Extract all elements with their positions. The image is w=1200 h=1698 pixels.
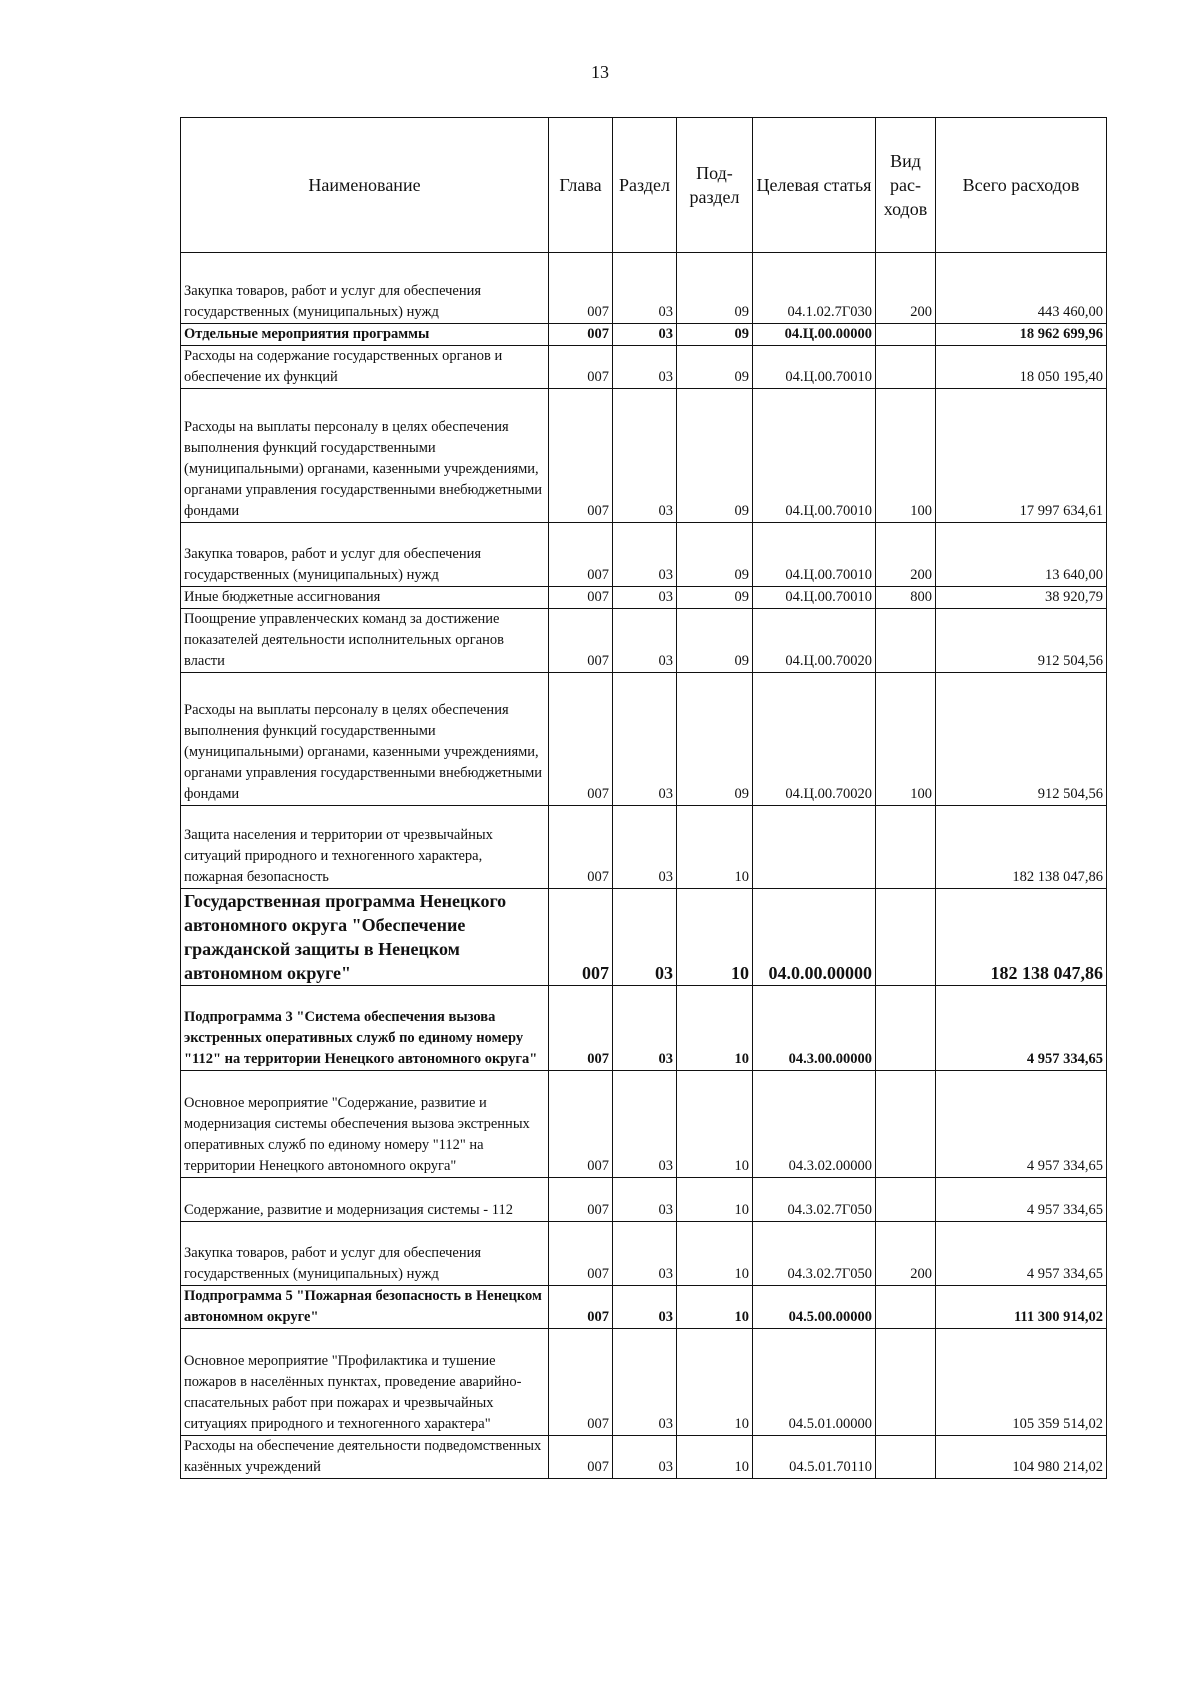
row-vid	[876, 324, 936, 346]
table-row	[181, 986, 1107, 1071]
row-total: 182 138 047,86	[936, 806, 1107, 889]
row-podrazdel: 10	[677, 1178, 753, 1222]
row-razdel: 03	[613, 389, 677, 523]
row-vid: 100	[876, 389, 936, 523]
row-statya: 04.Ц.00.70010	[753, 389, 876, 523]
row-statya: 04.Ц.00.70020	[753, 609, 876, 673]
row-statya: 04.Ц.00.70010	[753, 523, 876, 587]
row-vid: 200	[876, 253, 936, 324]
row-statya: 04.5.01.70110	[753, 1436, 876, 1479]
row-glava: 007	[549, 324, 613, 346]
row-glava: 007	[549, 806, 613, 889]
row-vid	[876, 986, 936, 1071]
row-podrazdel: 09	[677, 389, 753, 523]
row-podrazdel: 09	[677, 523, 753, 587]
row-podrazdel: 09	[677, 346, 753, 389]
table-row	[181, 523, 1107, 587]
row-total: 18 050 195,40	[936, 346, 1107, 389]
row-razdel: 03	[613, 523, 677, 587]
row-glava: 007	[549, 1222, 613, 1286]
row-name: Содержание, развитие и модернизация системы - 112	[181, 1178, 549, 1222]
row-statya: 04.5.00.00000	[753, 1286, 876, 1329]
row-glava: 007	[549, 1436, 613, 1479]
table-row	[181, 1329, 1107, 1436]
row-glava: 007	[549, 253, 613, 324]
header-vid: Вид рас-ходов	[876, 118, 936, 253]
row-statya: 04.3.02.7Г050	[753, 1222, 876, 1286]
row-name: Расходы на выплаты персоналу в целях обеспечения выполнения функций государственными (муниципальными) органами, казенными учреждениями, органами управления государственными внебюджетными фондами	[181, 673, 549, 806]
row-statya: 04.3.02.7Г050	[753, 1178, 876, 1222]
row-name: Поощрение управленческих команд за достижение показателей деятельности исполнительных органов власти	[181, 609, 549, 673]
row-name: Расходы на выплаты персоналу в целях обеспечения выполнения функций государственными (муниципальными) органами, казенными учреждениями, органами управления государственными внебюджетными фондами	[181, 389, 549, 523]
row-vid	[876, 1436, 936, 1479]
row-vid	[876, 1178, 936, 1222]
row-glava: 007	[549, 587, 613, 609]
row-podrazdel: 09	[677, 673, 753, 806]
row-statya: 04.Ц.00.70010	[753, 587, 876, 609]
row-glava: 007	[549, 523, 613, 587]
table-row	[181, 609, 1107, 673]
row-glava: 007	[549, 673, 613, 806]
row-glava: 007	[549, 1071, 613, 1178]
row-total: 443 460,00	[936, 253, 1107, 324]
row-glava: 007	[549, 346, 613, 389]
row-name: Закупка товаров, работ и услуг для обеспечения государственных (муниципальных) нужд	[181, 1222, 549, 1286]
row-podrazdel: 09	[677, 609, 753, 673]
header-glava: Глава	[549, 118, 613, 253]
row-name: Основное мероприятие "Содержание, развитие и модернизация системы обеспечения вызова экстренных оперативных служб по единому номеру "112" на территории Ненецкого автономного округа"	[181, 1071, 549, 1178]
row-podrazdel: 10	[677, 889, 753, 986]
row-name: Государственная программа Ненецкого автономного округа "Обеспечение гражданской защиты в Ненецком автономном округе"	[181, 889, 549, 986]
table-row	[181, 1436, 1107, 1479]
row-podrazdel: 09	[677, 253, 753, 324]
row-name: Расходы на обеспечение деятельности подведомственных казённых учреждений	[181, 1436, 549, 1479]
row-glava: 007	[549, 609, 613, 673]
row-glava: 007	[549, 1286, 613, 1329]
row-vid	[876, 1286, 936, 1329]
page-number: 13	[591, 62, 609, 82]
row-podrazdel: 10	[677, 1329, 753, 1436]
row-statya: 04.5.01.00000	[753, 1329, 876, 1436]
table-row	[181, 346, 1107, 389]
row-vid: 800	[876, 587, 936, 609]
row-podrazdel: 10	[677, 1286, 753, 1329]
row-vid	[876, 1071, 936, 1178]
row-razdel: 03	[613, 806, 677, 889]
table-row	[181, 1071, 1107, 1178]
row-podrazdel: 10	[677, 1222, 753, 1286]
header-podrazdel: Под-раздел	[677, 118, 753, 253]
row-name: Отдельные мероприятия программы	[181, 324, 549, 346]
row-total: 182 138 047,86	[936, 889, 1107, 986]
row-total: 13 640,00	[936, 523, 1107, 587]
row-name: Подпрограмма 5 "Пожарная безопасность в Ненецком автономном округе"	[181, 1286, 549, 1329]
table-row	[181, 1286, 1107, 1329]
header-razdel: Раздел	[613, 118, 677, 253]
row-podrazdel: 10	[677, 806, 753, 889]
row-total: 111 300 914,02	[936, 1286, 1107, 1329]
row-statya	[753, 806, 876, 889]
header-total: Всего расходов	[936, 118, 1107, 253]
table-row	[181, 1222, 1107, 1286]
row-vid: 200	[876, 1222, 936, 1286]
row-razdel: 03	[613, 324, 677, 346]
row-glava: 007	[549, 1178, 613, 1222]
row-razdel: 03	[613, 346, 677, 389]
row-glava: 007	[549, 986, 613, 1071]
row-razdel: 03	[613, 1329, 677, 1436]
row-total: 912 504,56	[936, 673, 1107, 806]
row-vid	[876, 889, 936, 986]
row-vid: 100	[876, 673, 936, 806]
row-total: 4 957 334,65	[936, 1222, 1107, 1286]
row-statya: 04.Ц.00.70010	[753, 346, 876, 389]
budget-table	[180, 117, 1107, 1479]
row-podrazdel: 09	[677, 587, 753, 609]
header-name: Наименование	[181, 118, 549, 253]
row-podrazdel: 10	[677, 1071, 753, 1178]
header-statya: Целевая статья	[753, 118, 876, 253]
row-razdel: 03	[613, 609, 677, 673]
row-razdel: 03	[613, 986, 677, 1071]
row-total: 4 957 334,65	[936, 986, 1107, 1071]
row-razdel: 03	[613, 253, 677, 324]
row-vid	[876, 346, 936, 389]
table-row	[181, 806, 1107, 889]
table-row	[181, 253, 1107, 324]
row-glava: 007	[549, 889, 613, 986]
row-name: Расходы на содержание государственных органов и обеспечение их функций	[181, 346, 549, 389]
table-row	[181, 324, 1107, 346]
row-total: 105 359 514,02	[936, 1329, 1107, 1436]
row-total: 4 957 334,65	[936, 1178, 1107, 1222]
row-total: 912 504,56	[936, 609, 1107, 673]
row-statya: 04.Ц.00.00000	[753, 324, 876, 346]
row-statya: 04.0.00.00000	[753, 889, 876, 986]
row-name: Основное мероприятие "Профилактика и тушение пожаров в населённых пунктах, проведение аварийно-спасательных работ при пожарах и чрезвычайных ситуациях природного и техногенного характера"	[181, 1329, 549, 1436]
row-name: Подпрограмма 3 "Система обеспечения вызова экстренных оперативных служб по единому номеру "112" на территории Ненецкого автономного округа"	[181, 986, 549, 1071]
row-statya: 04.3.02.00000	[753, 1071, 876, 1178]
row-name: Иные бюджетные ассигнования	[181, 587, 549, 609]
row-name: Защита населения и территории от чрезвычайных ситуаций природного и техногенного характера, пожарная безопасность	[181, 806, 549, 889]
row-glava: 007	[549, 389, 613, 523]
table-header-row	[181, 118, 1107, 253]
row-glava: 007	[549, 1329, 613, 1436]
row-statya: 04.1.02.7Г030	[753, 253, 876, 324]
row-vid: 200	[876, 523, 936, 587]
row-total: 38 920,79	[936, 587, 1107, 609]
table-row	[181, 389, 1107, 523]
table-row	[181, 587, 1107, 609]
row-razdel: 03	[613, 1286, 677, 1329]
row-razdel: 03	[613, 1178, 677, 1222]
row-total: 4 957 334,65	[936, 1071, 1107, 1178]
row-total: 17 997 634,61	[936, 389, 1107, 523]
row-total: 104 980 214,02	[936, 1436, 1107, 1479]
row-podrazdel: 10	[677, 1436, 753, 1479]
row-name: Закупка товаров, работ и услуг для обеспечения государственных (муниципальных) нужд	[181, 253, 549, 324]
row-total: 18 962 699,96	[936, 324, 1107, 346]
row-vid	[876, 609, 936, 673]
row-podrazdel: 10	[677, 986, 753, 1071]
row-razdel: 03	[613, 1436, 677, 1479]
row-name: Закупка товаров, работ и услуг для обеспечения государственных (муниципальных) нужд	[181, 523, 549, 587]
row-razdel: 03	[613, 1071, 677, 1178]
row-razdel: 03	[613, 889, 677, 986]
row-podrazdel: 09	[677, 324, 753, 346]
row-razdel: 03	[613, 1222, 677, 1286]
row-vid	[876, 1329, 936, 1436]
table-row	[181, 673, 1107, 806]
row-vid	[876, 806, 936, 889]
row-razdel: 03	[613, 673, 677, 806]
row-statya: 04.Ц.00.70020	[753, 673, 876, 806]
row-razdel: 03	[613, 587, 677, 609]
row-statya: 04.3.00.00000	[753, 986, 876, 1071]
table-row	[181, 889, 1107, 986]
table-row	[181, 1178, 1107, 1222]
